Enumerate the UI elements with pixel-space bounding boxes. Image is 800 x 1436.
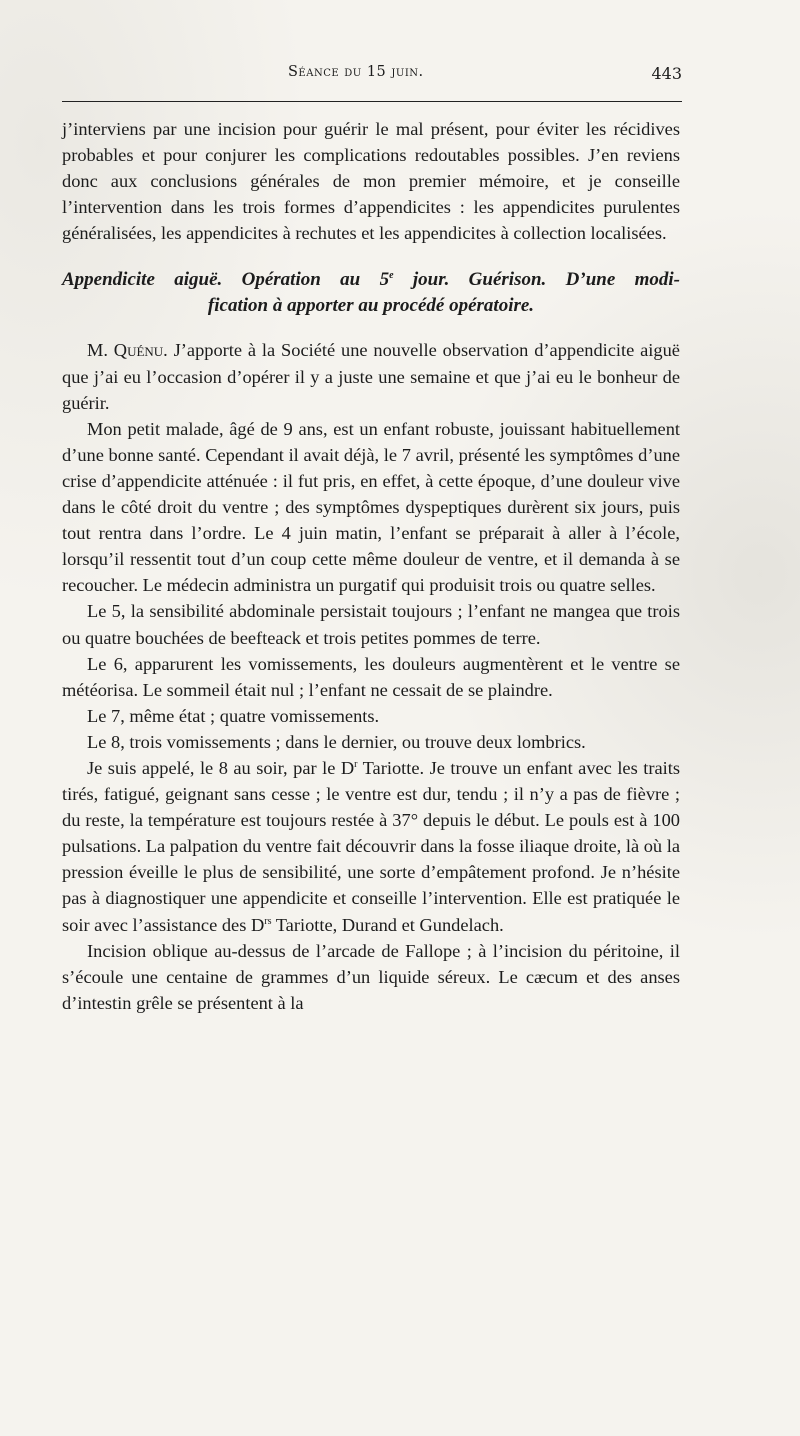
paragraph-4: Le 6, apparurent les vomissements, les douleurs augmentèrent et le ventre se météorisa. Le sommeil était nul ; l’enfant ne cessait de se plaindre. [62, 653, 680, 700]
paragraph-7-superscript-2: rs [264, 915, 272, 927]
section-heading-text-b: jour. Guérison. D’une modi- [393, 269, 680, 291]
paragraph-7-superscript-1: r [354, 758, 358, 770]
paragraph-1 [62, 337, 680, 415]
section-heading-superscript: e [389, 270, 394, 282]
section-heading-line-1 [62, 267, 680, 293]
page-header [62, 62, 682, 86]
paragraph-7 [62, 755, 680, 938]
header-rule [62, 101, 682, 102]
paragraph-6: Le 8, trois vomissements ; dans le dernier, ou trouve deux lombrics. [87, 731, 586, 752]
paragraph-3: Le 5, la sensibilité abdominale persistait toujours ; l’enfant ne mangea que trois ou quatre bouchées de beefteack et trois petites pommes de terre. [62, 601, 680, 648]
paragraph-7-text-b: Tariotte. Je trouve un enfant avec les traits tirés, fatigué, geignant sans cesse ; le ventre est dur, tendu ; il n’y a pas de fièvre ; du reste, la température est toujours restée à 37° depuis le début. Le pouls est à 100 pulsations. La palpation du ventre fait découvrir dans la fosse iliaque droite, là où la pression éveille le plus de sensibilité, une sorte d’empâtement profond. Je n’hésite pas à diagnostiquer une appendicite et conseille l’intervention. Elle est pratiquée le soir avec l’assistance des D [62, 757, 680, 935]
continuation-paragraph: j’interviens par une incision pour guérir le mal présent, pour éviter les récidives probables et pour conjurer les complications redoutables possibles. J’en reviens donc aux conclusions générales de mon premier mémoire, et je conseille l’intervention dans les trois formes d’appendicites : les appendicites purulentes généralisées, les appendicites à rechutes et les appendicites à collection localisées. [62, 119, 680, 244]
paragraph-5: Le 7, même état ; quatre vomissements. [87, 705, 380, 726]
paragraph-2: Mon petit malade, âgé de 9 ans, est un enfant robuste, jouissant habituellement d’une bonne santé. Cependant il avait déjà, le 7 avril, présenté les symptômes d’une crise d’appendicite atténuée : il fut pris, en effet, à cette époque, d’une douleur vive dans le côté droit du ventre ; des symptômes dyspeptiques durèrent six jours, puis tout rentra dans l’ordre. Le 4 juin matin, l’enfant se préparait à aller à l’école, lorsqu’il ressentit tout d’un coup cette même douleur de ventre, et il demanda à se recoucher. Le médecin administra un purgatif qui produisit trois ou quatre selles. [62, 418, 680, 596]
section-heading-line-2: fication à apporter au procédé opératoire. [207, 295, 535, 317]
section-heading [62, 267, 680, 319]
paragraph-8: Incision oblique au-dessus de l’arcade de Fallope ; à l’incision du péritoine, il s’écoule une centaine de grammes d’un liquide séreux. Le cæcum et des anses d’intestin grêle se présentent à la [62, 940, 680, 1013]
paragraph-7-text-c: Tariotte, Durand et Gundelach. [271, 914, 504, 935]
speaker-name: M. Quénu. [87, 340, 168, 361]
body-text [62, 116, 680, 1016]
paragraph-1-text: J’apporte à la Société une nouvelle observation d’appendicite aiguë que j’ai eu l’occasion d’opérer il y a juste une semaine et que j’ai eu le bonheur de guérir. [62, 340, 680, 413]
section-heading-text-a: Appendicite aiguë. Opération au 5 [62, 269, 390, 291]
paragraph-7-text-a: Je suis appelé, le 8 au soir, par le D [87, 757, 355, 778]
running-title: Séance du 15 juin. [288, 64, 424, 80]
page-number: 443 [651, 64, 682, 83]
